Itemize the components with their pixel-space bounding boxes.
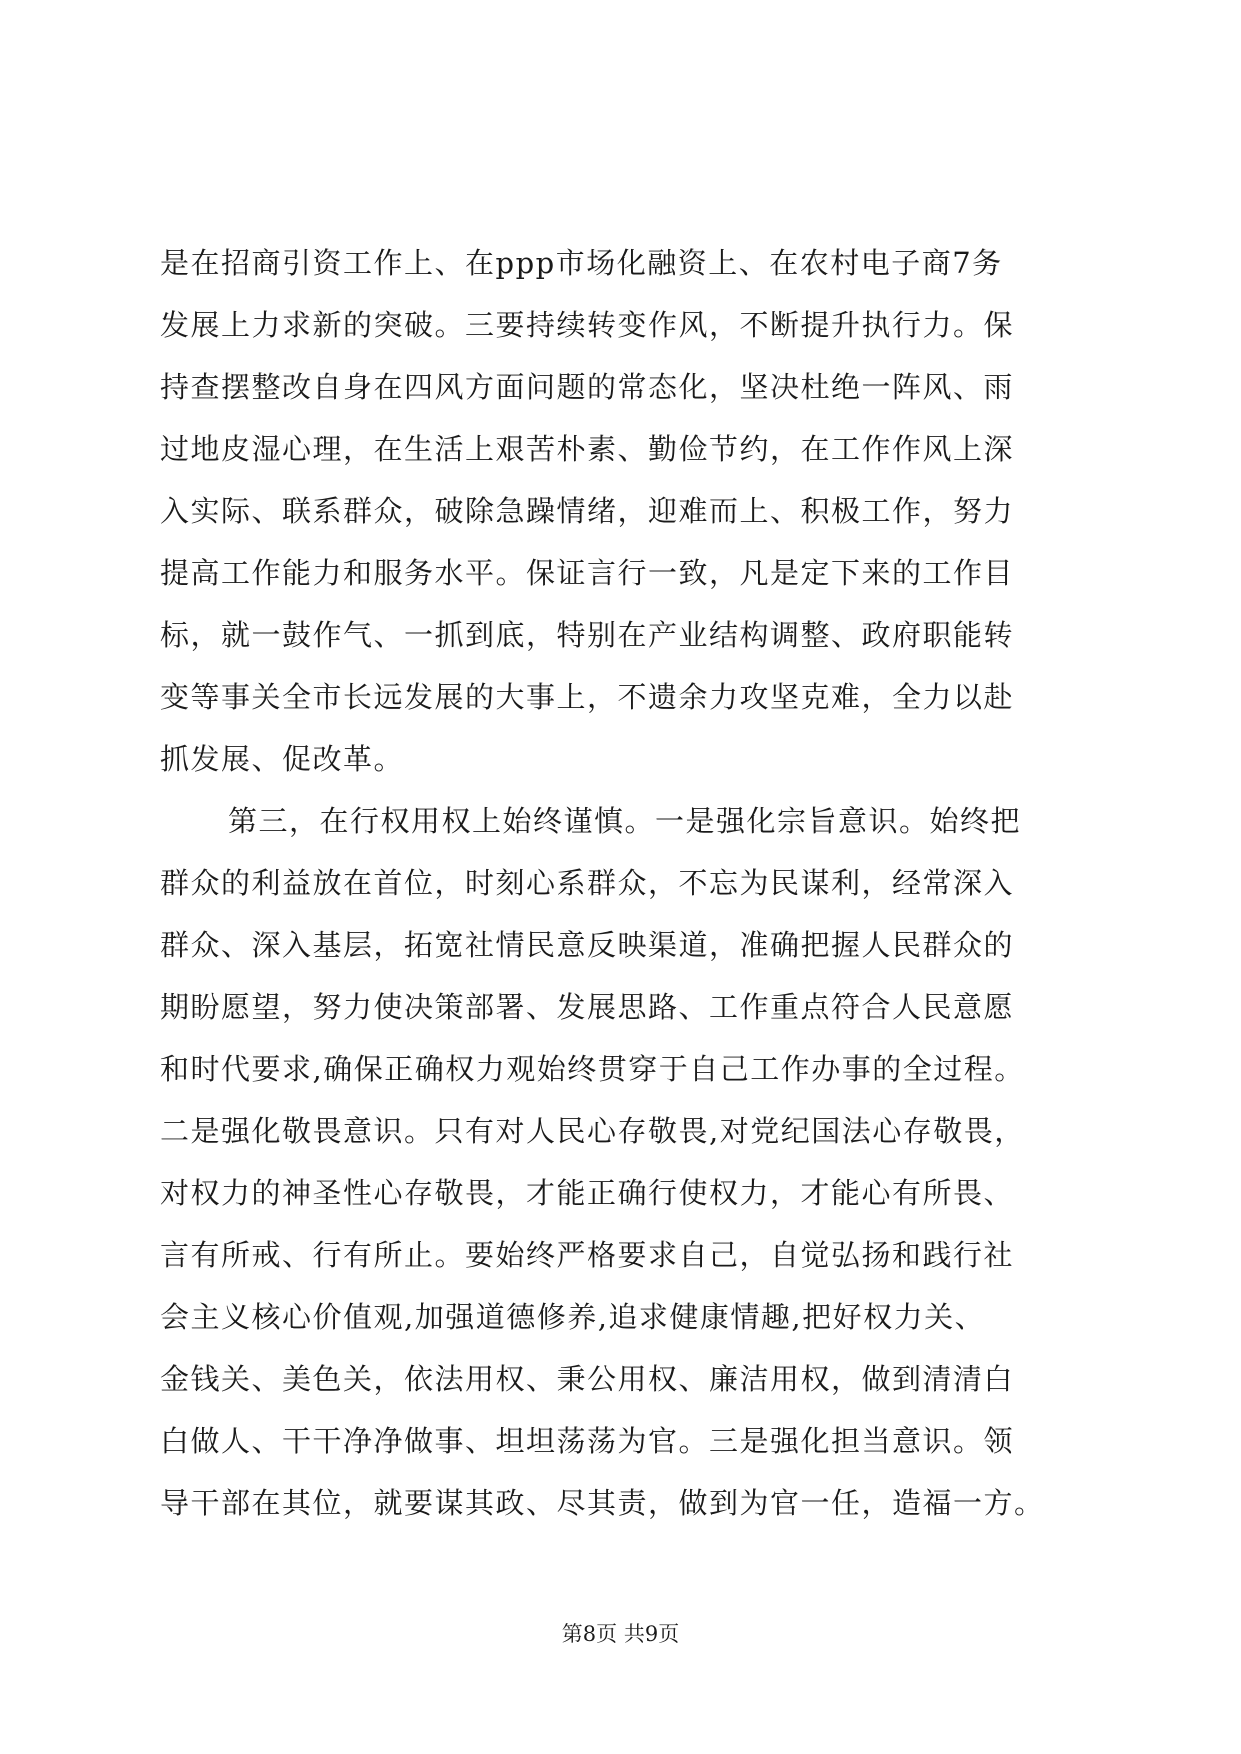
text-line: 变等事关全市长远发展的大事上，不遗余力攻坚克难，全力以赴 (160, 680, 1015, 714)
paragraph-start-line: 第三，在行权用权上始终谨慎。一是强化宗旨意识。始终把 (228, 804, 1022, 838)
text-line: 标，就一鼓作气、一抓到底，特别在产业结构调整、政府职能转 (160, 618, 1015, 652)
text-line: 二是强化敬畏意识。只有对人民心存敬畏,对党纪国法心存敬畏， (160, 1114, 1025, 1148)
text-line: 群众、深入基层，拓宽社情民意反映渠道，准确把握人民群众的 (160, 928, 1015, 962)
text-line: 期盼愿望，努力使决策部署、发展思路、工作重点符合人民意愿 (160, 990, 1015, 1024)
text-line: 导干部在其位，就要谋其政、尽其责，做到为官一任，造福一方。 (160, 1486, 1045, 1520)
text-line: 言有所戒、行有所止。要始终严格要求自己，自觉弘扬和践行社 (160, 1238, 1015, 1272)
text-line: 抓发展、促改革。 (160, 742, 405, 776)
text-line: 对权力的神圣性心存敬畏，才能正确行使权力，才能心有所畏、 (160, 1176, 1015, 1210)
text-line: 是在招商引资工作上、在ppp市场化融资上、在农村电子商7务 (160, 246, 1003, 280)
text-line: 发展上力求新的突破。三要持续转变作风，不断提升执行力。保 (160, 308, 1015, 342)
text-line: 持查摆整改自身在四风方面问题的常态化，坚决杜绝一阵风、雨 (160, 370, 1015, 404)
text-line: 和时代要求,确保正确权力观始终贯穿于自己工作办事的全过程。 (160, 1052, 1025, 1086)
text-line: 过地皮湿心理，在生活上艰苦朴素、勤俭节约，在工作作风上深 (160, 432, 1015, 466)
text-line: 提高工作能力和服务水平。保证言行一致，凡是定下来的工作目 (160, 556, 1015, 590)
text-line: 白做人、干干净净做事、坦坦荡荡为官。三是强化担当意识。领 (160, 1424, 1015, 1458)
text-line: 金钱关、美色关，依法用权、秉公用权、廉洁用权，做到清清白 (160, 1362, 1015, 1396)
text-line: 群众的利益放在首位，时刻心系群众，不忘为民谋利，经常深入 (160, 866, 1015, 900)
text-line: 入实际、联系群众，破除急躁情绪，迎难而上、积极工作，努力 (160, 494, 1015, 528)
text-line: 会主义核心价值观,加强道德修养,追求健康情趣,把好权力关、 (160, 1300, 986, 1334)
page-number-footer: 第8页 共9页 (561, 1622, 680, 1646)
body-text (160, 232, 1080, 1534)
